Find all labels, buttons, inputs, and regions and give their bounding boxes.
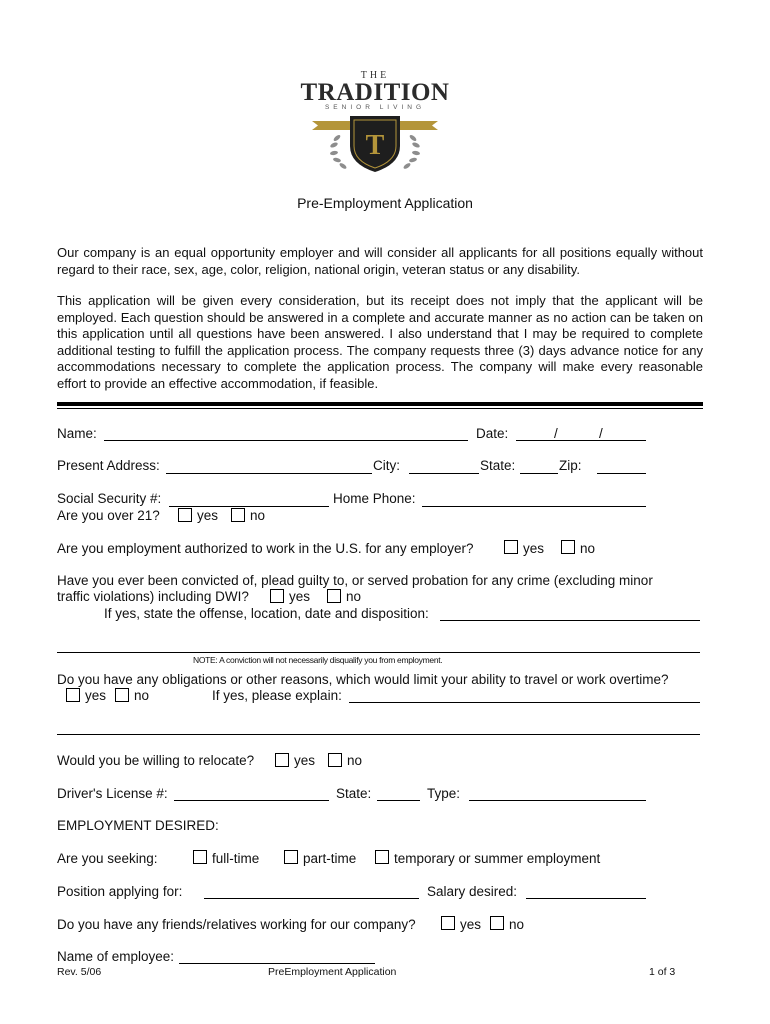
employee-name-field[interactable] xyxy=(179,963,375,964)
svg-text:T: T xyxy=(365,130,385,161)
logo-brand: TRADITION xyxy=(300,79,450,106)
temporary-checkbox[interactable] xyxy=(375,850,389,864)
over21-yes-checkbox[interactable] xyxy=(178,508,192,522)
explain-field[interactable] xyxy=(349,702,700,703)
position-field[interactable] xyxy=(204,898,419,899)
date-separator-1: / xyxy=(554,426,558,441)
address-field[interactable] xyxy=(166,473,372,474)
authorized-yes-label: yes xyxy=(523,541,545,556)
relocate-yes-label: yes xyxy=(294,753,316,768)
friends-no-checkbox[interactable] xyxy=(490,916,504,930)
city-label: City: xyxy=(373,458,400,473)
salary-label: Salary desired: xyxy=(427,884,518,899)
state-label: State: xyxy=(480,458,516,473)
section-divider-thick xyxy=(57,402,703,406)
relocate-yes-checkbox[interactable] xyxy=(275,753,289,767)
authorized-label: Are you employment authorized to work in the U.S. for any employer? xyxy=(57,541,474,556)
convicted-question-line2: traffic violations) including DWI? xyxy=(57,589,249,604)
employment-desired-heading: EMPLOYMENT DESIRED: xyxy=(57,818,219,833)
relocate-no-label: no xyxy=(347,753,363,768)
obligations-yes-label: yes xyxy=(85,688,107,703)
city-field[interactable] xyxy=(409,473,479,474)
over21-no-label: no xyxy=(250,508,266,523)
page-title: Pre-Employment Application xyxy=(297,195,473,211)
authorized-yes-checkbox[interactable] xyxy=(504,540,518,554)
offense-field[interactable] xyxy=(440,620,700,621)
ssn-label: Social Security #: xyxy=(57,491,162,506)
convicted-no-checkbox[interactable] xyxy=(327,589,341,603)
part-time-label: part-time xyxy=(303,851,357,866)
offense-field-continued[interactable] xyxy=(57,652,700,653)
logo-the: THE xyxy=(360,70,390,81)
explain-label: If yes, please explain: xyxy=(212,688,342,703)
position-label: Position applying for: xyxy=(57,884,183,899)
license-state-label: State: xyxy=(336,786,372,801)
state-field[interactable] xyxy=(520,473,558,474)
footer-page-number: 1 of 3 xyxy=(649,966,676,978)
name-label: Name: xyxy=(57,426,97,441)
full-time-checkbox[interactable] xyxy=(193,850,207,864)
tradition-logo xyxy=(290,66,460,178)
full-time-label: full-time xyxy=(212,851,260,866)
convicted-no-label: no xyxy=(346,589,362,604)
convicted-yes-label: yes xyxy=(289,589,311,604)
license-type-field[interactable] xyxy=(469,800,646,801)
zip-label: Zip: xyxy=(559,458,582,473)
date-separator-2: / xyxy=(599,426,603,441)
obligations-no-label: no xyxy=(134,688,150,703)
footer-document-name: PreEmployment Application xyxy=(268,966,397,978)
conviction-note: NOTE: A conviction will not necessarily disqualify you from employment. xyxy=(193,655,443,665)
license-type-label: Type: xyxy=(427,786,461,801)
home-phone-field[interactable] xyxy=(422,506,646,507)
temporary-label: temporary or summer employment xyxy=(394,851,601,866)
ssn-field[interactable] xyxy=(169,506,329,507)
relocate-no-checkbox[interactable] xyxy=(328,753,342,767)
section-divider-thin xyxy=(57,408,703,409)
obligations-no-checkbox[interactable] xyxy=(115,688,129,702)
over21-yes-label: yes xyxy=(197,508,219,523)
relocate-label: Would you be willing to relocate? xyxy=(57,753,255,768)
friends-yes-checkbox[interactable] xyxy=(441,916,455,930)
part-time-checkbox[interactable] xyxy=(284,850,298,864)
logo-subtitle: SENIOR LIVING xyxy=(324,104,426,111)
explain-field-continued[interactable] xyxy=(57,734,700,735)
friends-no-label: no xyxy=(509,917,525,932)
obligations-label: Do you have any obligations or other reasons, which would limit your ability to travel or work overtime? xyxy=(57,672,669,687)
home-phone-label: Home Phone: xyxy=(333,491,416,506)
date-field[interactable] xyxy=(516,440,646,441)
address-label: Present Address: xyxy=(57,458,160,473)
license-label: Driver's License #: xyxy=(57,786,168,801)
friends-yes-label: yes xyxy=(460,917,482,932)
date-label: Date: xyxy=(476,426,509,441)
over21-label: Are you over 21? xyxy=(57,508,160,523)
intro-paragraph-consideration: This application will be given every consideration, but its receipt does not imply that the applicant will be employed. Each question should be answered in a complete and accurate manner as no action can be taken on this application until all questions have been answered. I also understand that I may be required to complete additional testing to fulfill the application process. The company requests three (3) days advance notice for any accommodations necessary to complete the application process. The company will make every reasonable effort to provide an effective accommodation, if feasible. xyxy=(57,293,703,391)
obligations-yes-checkbox[interactable] xyxy=(66,688,80,702)
authorized-no-checkbox[interactable] xyxy=(561,540,575,554)
over21-no-checkbox[interactable] xyxy=(231,508,245,522)
friends-label: Do you have any friends/relatives working for our company? xyxy=(57,917,416,932)
zip-field[interactable] xyxy=(597,473,646,474)
convicted-yes-checkbox[interactable] xyxy=(270,589,284,603)
employee-name-label: Name of employee: xyxy=(57,949,175,964)
seeking-label: Are you seeking: xyxy=(57,851,158,866)
intro-paragraph-eeo: Our company is an equal opportunity employer and will consider all applicants for all positions equally without regard to their race, sex, age, color, religion, national origin, veteran status or any disability. xyxy=(57,245,703,277)
authorized-no-label: no xyxy=(580,541,596,556)
name-field[interactable] xyxy=(104,440,468,441)
salary-field[interactable] xyxy=(526,898,646,899)
convicted-question-line1: Have you ever been convicted of, plead guilty to, or served probation for any crime (excluding minor xyxy=(57,573,653,588)
footer-revision: Rev. 5/06 xyxy=(57,966,102,978)
offense-label: If yes, state the offense, location, date and disposition: xyxy=(104,606,429,621)
license-state-field[interactable] xyxy=(377,800,420,801)
license-field[interactable] xyxy=(174,800,329,801)
